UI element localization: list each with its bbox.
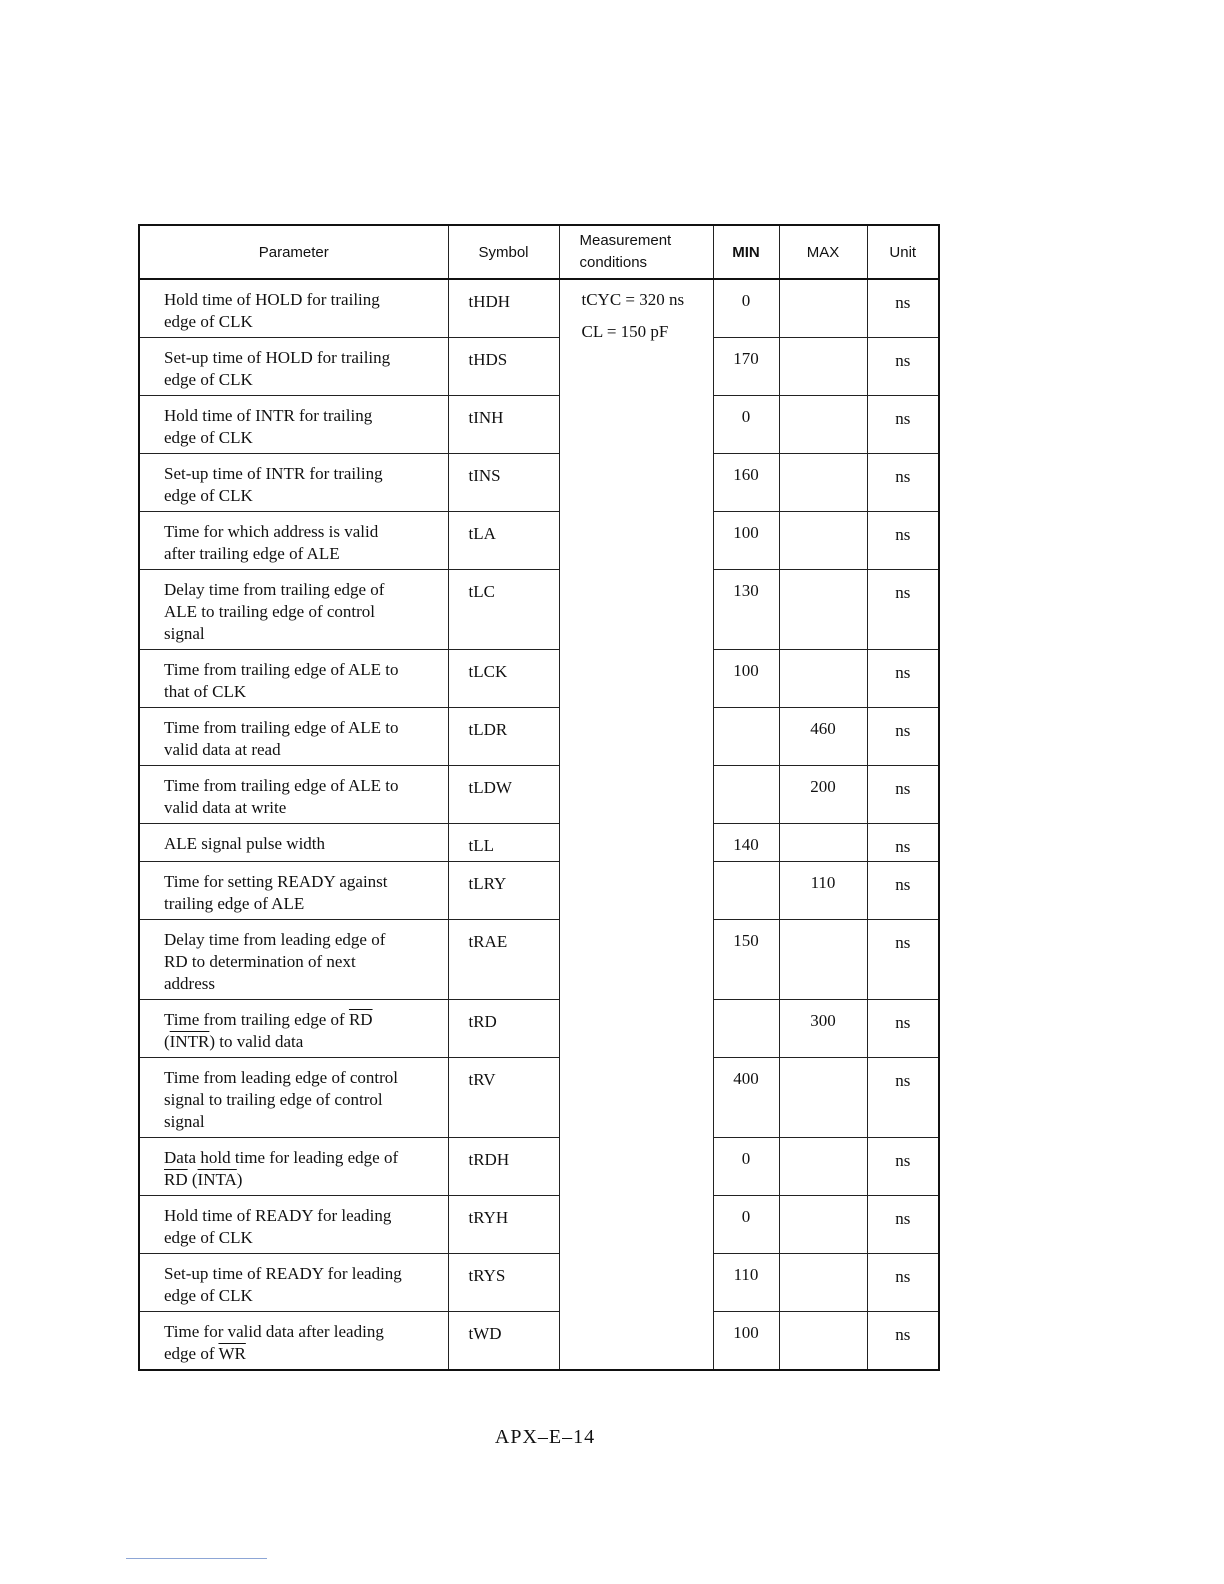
max-cell xyxy=(779,279,867,338)
unit-cell: ns xyxy=(867,862,939,920)
table-row xyxy=(139,824,939,862)
parameter-line: edge of CLK xyxy=(164,312,253,331)
header-conditions-line1: Measurement xyxy=(579,232,672,249)
table-row xyxy=(139,766,939,824)
max-cell xyxy=(779,1058,867,1138)
min-cell: 130 xyxy=(713,570,779,650)
symbol-cell: tLRY xyxy=(448,862,559,920)
max-cell xyxy=(779,1138,867,1196)
symbol-cell: tHDS xyxy=(448,338,559,396)
parameter-cell xyxy=(139,824,448,862)
header-symbol: Symbol xyxy=(448,225,559,279)
parameter-line: edge of CLK xyxy=(164,486,253,505)
parameter-cell xyxy=(139,396,448,454)
table-row xyxy=(139,1312,939,1371)
parameter-line: Time from leading edge of control xyxy=(164,1068,399,1087)
max-cell xyxy=(779,650,867,708)
parameter-line: Time from trailing edge of $\overline{RD}$ xyxy=(164,1010,373,1029)
parameter-cell xyxy=(139,766,448,824)
table-row xyxy=(139,279,939,338)
parameter-line: edge of CLK xyxy=(164,1228,253,1247)
unit-cell: ns xyxy=(867,1000,939,1058)
table-row xyxy=(139,920,939,1000)
symbol-cell: tLC xyxy=(448,570,559,650)
min-cell: 0 xyxy=(713,1196,779,1254)
min-cell: 400 xyxy=(713,1058,779,1138)
table-row xyxy=(139,1000,939,1058)
parameter-cell xyxy=(139,1196,448,1254)
parameter-cell xyxy=(139,512,448,570)
parameter-line: valid data at read xyxy=(164,740,281,759)
unit-cell: ns xyxy=(867,766,939,824)
parameter-line: Time for setting READY against xyxy=(164,872,388,891)
parameter-cell xyxy=(139,1254,448,1312)
min-cell: 0 xyxy=(713,1138,779,1196)
parameter-line: address xyxy=(164,974,215,993)
parameter-cell xyxy=(139,338,448,396)
parameter-line: valid data at write xyxy=(164,798,287,817)
parameter-line: Hold time of INTR for trailing xyxy=(164,406,373,425)
conditions-cell xyxy=(559,279,713,1370)
table-row xyxy=(139,708,939,766)
max-cell xyxy=(779,1254,867,1312)
max-cell xyxy=(779,454,867,512)
parameter-line: Time for which address is valid xyxy=(164,522,379,541)
unit-cell: ns xyxy=(867,1312,939,1371)
min-cell: 160 xyxy=(713,454,779,512)
condition-line: tCYC = 320 ns xyxy=(581,290,685,309)
unit-cell: ns xyxy=(867,570,939,650)
parameter-cell xyxy=(139,1000,448,1058)
table-row xyxy=(139,650,939,708)
symbol-cell: tRDH xyxy=(448,1138,559,1196)
unit-cell: ns xyxy=(867,1058,939,1138)
min-cell: 140 xyxy=(713,824,779,862)
parameter-cell xyxy=(139,279,448,338)
parameter-line: RD to determination of next xyxy=(164,952,356,971)
header-conditions-line2: conditions xyxy=(579,254,648,271)
parameter-line: Time from trailing edge of ALE to xyxy=(164,660,399,679)
parameter-line: Set-up time of INTR for trailing xyxy=(164,464,383,483)
symbol-cell: tRD xyxy=(448,1000,559,1058)
symbol-cell: tRYH xyxy=(448,1196,559,1254)
condition-line: CL = 150 pF xyxy=(581,322,669,341)
symbol-cell: tHDH xyxy=(448,279,559,338)
parameter-line: Delay time from leading edge of xyxy=(164,930,386,949)
max-cell xyxy=(779,920,867,1000)
header-parameter: Parameter xyxy=(139,225,448,279)
max-cell: 460 xyxy=(779,708,867,766)
parameter-line: signal to trailing edge of control xyxy=(164,1090,383,1109)
unit-cell: ns xyxy=(867,338,939,396)
footer-rule xyxy=(126,1558,267,1559)
parameter-line: Time from trailing edge of ALE to xyxy=(164,718,399,737)
parameter-line: Data hold time for leading edge of xyxy=(164,1148,399,1167)
parameter-cell xyxy=(139,1058,448,1138)
parameter-line: Set-up time of READY for leading xyxy=(164,1264,402,1283)
symbol-cell: tLL xyxy=(448,824,559,862)
symbol-cell: tINH xyxy=(448,396,559,454)
page-number: APX–E–14 xyxy=(494,1426,596,1448)
min-cell: 110 xyxy=(713,1254,779,1312)
unit-cell: ns xyxy=(867,1196,939,1254)
header-unit: Unit xyxy=(867,225,939,279)
parameter-line: after trailing edge of ALE xyxy=(164,544,340,563)
symbol-cell: tLDR xyxy=(448,708,559,766)
timing-table xyxy=(138,224,940,1371)
unit-cell: ns xyxy=(867,454,939,512)
parameter-cell xyxy=(139,454,448,512)
parameter-line: Hold time of HOLD for trailing xyxy=(164,290,380,309)
unit-cell: ns xyxy=(867,824,939,862)
parameter-line: (INTR) to valid data xyxy=(164,1032,304,1051)
unit-cell: ns xyxy=(867,1254,939,1312)
unit-cell: ns xyxy=(867,1138,939,1196)
min-cell xyxy=(713,1000,779,1058)
parameter-line: ALE to trailing edge of control xyxy=(164,602,376,621)
unit-cell: ns xyxy=(867,650,939,708)
parameter-cell xyxy=(139,1138,448,1196)
min-cell: 150 xyxy=(713,920,779,1000)
header-conditions xyxy=(559,225,713,279)
max-cell xyxy=(779,570,867,650)
parameter-cell xyxy=(139,920,448,1000)
min-cell xyxy=(713,708,779,766)
parameter-line: trailing edge of ALE xyxy=(164,894,305,913)
symbol-cell: tRAE xyxy=(448,920,559,1000)
parameter-cell xyxy=(139,570,448,650)
min-cell: 170 xyxy=(713,338,779,396)
table-row xyxy=(139,338,939,396)
symbol-cell: tWD xyxy=(448,1312,559,1371)
symbol-cell: tRV xyxy=(448,1058,559,1138)
parameter-line: edge of $\overline{WR}$ xyxy=(164,1344,246,1363)
table-row xyxy=(139,1254,939,1312)
symbol-cell: tLA xyxy=(448,512,559,570)
table-body xyxy=(139,279,939,1370)
unit-cell: ns xyxy=(867,708,939,766)
max-cell xyxy=(779,338,867,396)
symbol-cell: tINS xyxy=(448,454,559,512)
parameter-cell xyxy=(139,862,448,920)
parameter-cell xyxy=(139,1312,448,1371)
table-row xyxy=(139,1058,939,1138)
max-cell xyxy=(779,1312,867,1371)
unit-cell: ns xyxy=(867,512,939,570)
min-cell: 100 xyxy=(713,1312,779,1371)
parameter-line: $\overline{RD}$ (INTA) xyxy=(164,1170,243,1189)
min-cell xyxy=(713,766,779,824)
parameter-line: Time for valid data after leading xyxy=(164,1322,384,1341)
min-cell: 0 xyxy=(713,279,779,338)
parameter-line: signal xyxy=(164,1112,205,1131)
unit-cell: ns xyxy=(867,279,939,338)
table-row xyxy=(139,570,939,650)
parameter-line: Hold time of READY for leading xyxy=(164,1206,392,1225)
max-cell xyxy=(779,824,867,862)
symbol-cell: tLDW xyxy=(448,766,559,824)
parameter-cell xyxy=(139,708,448,766)
parameter-line: edge of CLK xyxy=(164,1286,253,1305)
header-row xyxy=(139,225,939,279)
parameter-line: that of CLK xyxy=(164,682,247,701)
parameter-cell xyxy=(139,650,448,708)
parameter-line: edge of CLK xyxy=(164,428,253,447)
min-cell: 100 xyxy=(713,650,779,708)
table-row xyxy=(139,1138,939,1196)
table-row xyxy=(139,1196,939,1254)
table-row xyxy=(139,862,939,920)
symbol-cell: tLCK xyxy=(448,650,559,708)
parameter-line: Set-up time of HOLD for trailing xyxy=(164,348,391,367)
table-row xyxy=(139,512,939,570)
parameter-line: signal xyxy=(164,624,205,643)
table-row xyxy=(139,396,939,454)
max-cell: 300 xyxy=(779,1000,867,1058)
max-cell xyxy=(779,512,867,570)
unit-cell: ns xyxy=(867,396,939,454)
max-cell: 110 xyxy=(779,862,867,920)
unit-cell: ns xyxy=(867,920,939,1000)
header-max: MAX xyxy=(779,225,867,279)
min-cell xyxy=(713,862,779,920)
min-cell: 0 xyxy=(713,396,779,454)
parameter-line: Delay time from trailing edge of xyxy=(164,580,385,599)
max-cell: 200 xyxy=(779,766,867,824)
parameter-line: Time from trailing edge of ALE to xyxy=(164,776,399,795)
parameter-line: edge of CLK xyxy=(164,370,253,389)
max-cell xyxy=(779,1196,867,1254)
header-min: MIN xyxy=(713,225,779,279)
parameter-line: ALE signal pulse width xyxy=(164,834,326,853)
max-cell xyxy=(779,396,867,454)
min-cell: 100 xyxy=(713,512,779,570)
table-row xyxy=(139,454,939,512)
symbol-cell: tRYS xyxy=(448,1254,559,1312)
